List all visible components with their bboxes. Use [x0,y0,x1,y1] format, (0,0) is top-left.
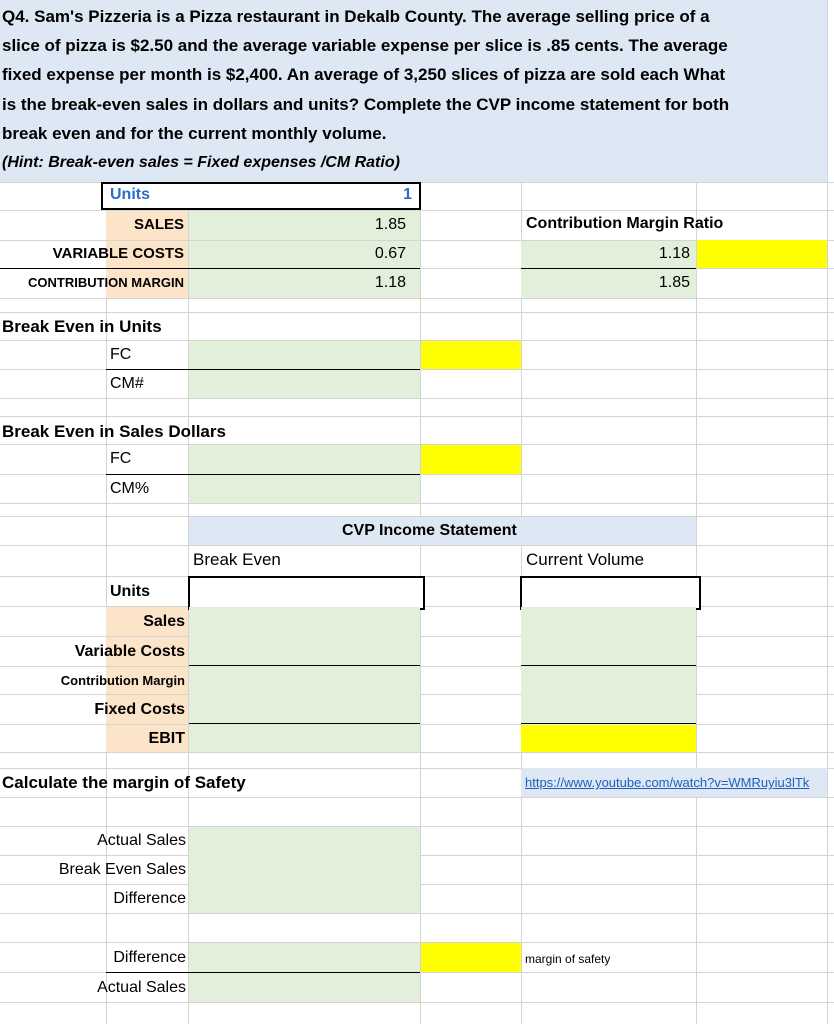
be-units-cm-label: CM# [110,375,144,392]
break-even-dollars-title: Break Even in Sales Dollars [2,422,226,441]
be-units-fc-cell[interactable] [189,341,420,369]
be-dollars-cm-label: CM% [110,480,150,497]
cvp-row-variable-costs: Variable Costs [74,643,185,660]
cvp-units-break-even-input[interactable] [188,576,425,610]
be-units-cm-cell[interactable] [189,370,420,398]
be-dollars-fc-cell[interactable] [189,445,420,474]
cvp-cur-rule-1 [521,665,696,666]
cvp-title: CVP Income Statement [342,522,517,539]
cvp-units-current-input[interactable] [520,576,701,610]
cvp-cur-rule-2 [521,723,696,724]
cvp-row-ebit: EBIT [148,730,185,747]
mos-actual-sales-label: Actual Sales [97,832,186,849]
contribution-margin-label: CONTRIBUTION MARGIN [28,276,184,289]
be-dollars-answer-cell[interactable] [421,445,521,474]
margin-of-safety-title: Calculate the margin of Safety [2,773,246,792]
question-line-3: fixed expense per month is $2,400. An average of 3,250 slices of pizza are sold each What [2,65,726,84]
cvp-col-break-even: Break Even [193,550,281,569]
units-label: Units [110,186,150,203]
cvp-col-current-volume: Current Volume [526,550,645,569]
cm-ratio-title: Contribution Margin Ratio [526,215,724,232]
question-line-5: break even and for the current monthly volume. [2,124,387,143]
cvp-row-contribution-margin: Contribution Margin [60,673,185,688]
cvp-current-column[interactable] [521,607,696,725]
cm-ratio-numerator: 1.18 [658,245,690,262]
break-even-units-title: Break Even in Units [2,317,162,336]
mos-actual-sales2-label: Actual Sales [97,979,186,996]
question-hint: (Hint: Break-even sales = Fixed expenses /CM Ratio) [2,154,400,171]
cm-ratio-denominator: 1.85 [658,274,690,291]
mos-break-even-sales-label: Break Even Sales [58,861,186,878]
cvp-break-even-column[interactable] [189,607,420,752]
be-units-answer-cell[interactable] [421,341,521,369]
variable-costs-label: VARIABLE COSTS [52,245,184,262]
cvp-be-rule-2 [189,723,420,724]
question-line-4: is the break-even sales in dollars and units? Complete the CVP income statement for both [2,95,730,114]
mos-difference2-label: Difference [113,949,186,966]
mos-values-column[interactable] [189,827,420,913]
question-line-1: Q4. Sam's Pizzeria is a Pizza restaurant in Dekalb County. The average selling price of a [2,7,710,26]
mos-difference2-cell[interactable] [189,943,420,972]
youtube-link[interactable]: https://www.youtube.com/watch?v=WMRuyiu3lTk [525,775,810,790]
cvp-be-rule-1 [189,665,420,666]
units-value: 1 [403,186,412,203]
mos-actual-sales2-cell[interactable] [189,973,420,1002]
variable-costs-value: 0.67 [374,245,406,262]
cvp-row-fixed-costs: Fixed Costs [94,701,185,718]
be-dollars-fc-label: FC [110,450,132,467]
be-dollars-cm-cell[interactable] [189,475,420,503]
mos-difference-label: Difference [113,890,186,907]
cvp-current-ebit-cell[interactable] [521,725,696,752]
sales-value: 1.85 [374,216,406,233]
be-units-fc-label: FC [110,346,132,363]
sales-label: SALES [133,216,184,233]
cvp-row-sales: Sales [143,613,185,630]
mos-note: margin of safety [525,952,611,966]
mos-answer-cell[interactable] [421,943,521,972]
question-line-2: slice of pizza is $2.50 and the average variable expense per slice is .85 cents. The average [2,36,728,55]
cvp-row-units: Units [110,583,150,600]
contribution-margin-value: 1.18 [374,274,406,291]
cm-ratio-answer-cell[interactable] [697,240,827,268]
